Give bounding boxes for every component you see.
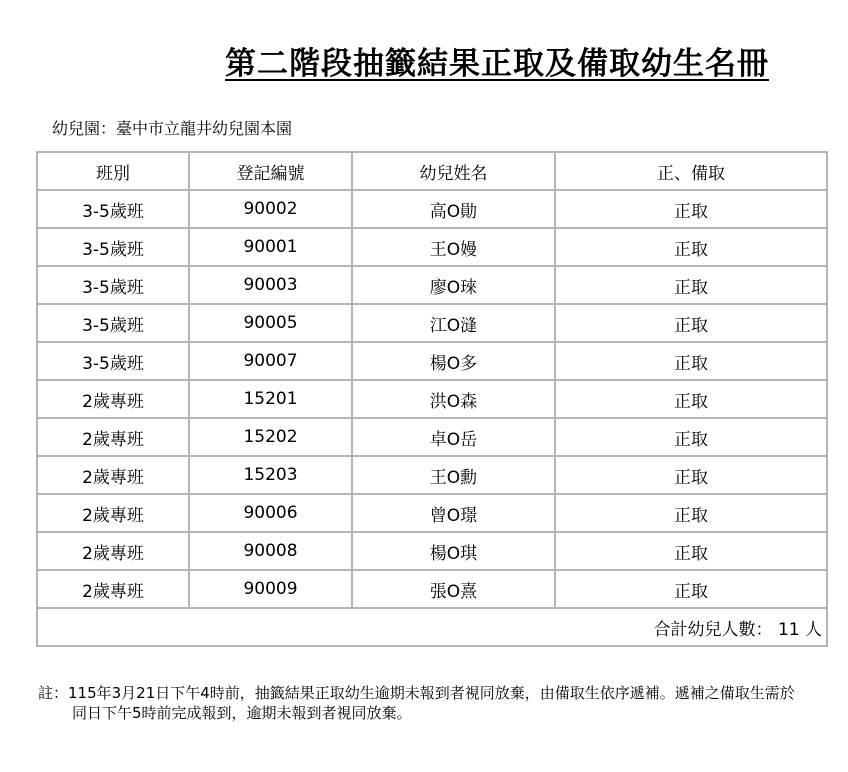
cell-child-name: 高O勛 xyxy=(352,190,555,228)
table-row xyxy=(37,380,827,418)
total-children-count: 合計幼兒人數： 11 人 xyxy=(37,608,827,646)
footnote xyxy=(38,683,828,723)
cell-child-name: 王O嫚 xyxy=(352,228,555,266)
cell-child-name: 廖O琜 xyxy=(352,266,555,304)
cell-admission-status: 正取 xyxy=(555,494,827,532)
table-header-row xyxy=(37,152,827,190)
table-row xyxy=(37,190,827,228)
cell-admission-status: 正取 xyxy=(555,418,827,456)
header-child-name: 幼兒姓名 xyxy=(352,152,555,190)
cell-admission-status: 正取 xyxy=(555,532,827,570)
cell-class: 3-5歲班 xyxy=(37,190,189,228)
cell-class: 3-5歲班 xyxy=(37,228,189,266)
cell-registration-number: 90006 xyxy=(189,494,352,532)
cell-class: 3-5歲班 xyxy=(37,304,189,342)
cell-registration-number: 90001 xyxy=(189,228,352,266)
roster-body xyxy=(37,190,827,646)
cell-class: 2歲專班 xyxy=(37,570,189,608)
cell-admission-status: 正取 xyxy=(555,342,827,380)
cell-registration-number: 90005 xyxy=(189,304,352,342)
roster-table xyxy=(36,151,828,647)
cell-registration-number: 15202 xyxy=(189,418,352,456)
cell-registration-number: 90003 xyxy=(189,266,352,304)
cell-admission-status: 正取 xyxy=(555,570,827,608)
header-registration-number: 登記編號 xyxy=(189,152,352,190)
title-text: 第二階段抽籤結果正取及備取幼生名冊 xyxy=(225,46,769,82)
cell-child-name: 王O勳 xyxy=(352,456,555,494)
table-row xyxy=(37,228,827,266)
cell-admission-status: 正取 xyxy=(555,228,827,266)
document-title xyxy=(0,38,848,83)
table-row xyxy=(37,342,827,380)
cell-admission-status: 正取 xyxy=(555,190,827,228)
cell-registration-number: 15203 xyxy=(189,456,352,494)
table-row xyxy=(37,532,827,570)
cell-registration-number: 90007 xyxy=(189,342,352,380)
cell-class: 2歲專班 xyxy=(37,532,189,570)
cell-child-name: 張O熹 xyxy=(352,570,555,608)
cell-child-name: 洪O森 xyxy=(352,380,555,418)
cell-child-name: 楊O多 xyxy=(352,342,555,380)
cell-registration-number: 90002 xyxy=(189,190,352,228)
footnote-line-1: 註：115年3月21日下午4時前，抽籤結果正取幼生逾期未報到者視同放棄，由備取生依序遞補。遞補之備取生需於 xyxy=(38,684,795,702)
cell-registration-number: 90008 xyxy=(189,532,352,570)
cell-admission-status: 正取 xyxy=(555,380,827,418)
cell-class: 2歲專班 xyxy=(37,456,189,494)
cell-child-name: 曾O璟 xyxy=(352,494,555,532)
cell-class: 2歲專班 xyxy=(37,494,189,532)
cell-admission-status: 正取 xyxy=(555,266,827,304)
footnote-line-2: 同日下午5時前完成報到，逾期未報到者視同放棄。 xyxy=(72,704,412,722)
cell-registration-number: 15201 xyxy=(189,380,352,418)
total-row xyxy=(37,608,827,646)
cell-class: 3-5歲班 xyxy=(37,342,189,380)
cell-registration-number: 90009 xyxy=(189,570,352,608)
cell-child-name: 楊O琪 xyxy=(352,532,555,570)
cell-class: 2歲專班 xyxy=(37,380,189,418)
table-row xyxy=(37,456,827,494)
table-row xyxy=(37,418,827,456)
cell-class: 2歲專班 xyxy=(37,418,189,456)
cell-admission-status: 正取 xyxy=(555,304,827,342)
cell-admission-status: 正取 xyxy=(555,456,827,494)
kindergarten-label: 幼兒園：臺中市立龍井幼兒園本園 xyxy=(52,119,293,138)
table-row xyxy=(37,570,827,608)
table-row xyxy=(37,304,827,342)
cell-child-name: 江O漨 xyxy=(352,304,555,342)
table-row xyxy=(37,266,827,304)
header-class: 班別 xyxy=(37,152,189,190)
table-row xyxy=(37,494,827,532)
header-admission-status: 正、備取 xyxy=(555,152,827,190)
cell-child-name: 卓O岳 xyxy=(352,418,555,456)
cell-class: 3-5歲班 xyxy=(37,266,189,304)
